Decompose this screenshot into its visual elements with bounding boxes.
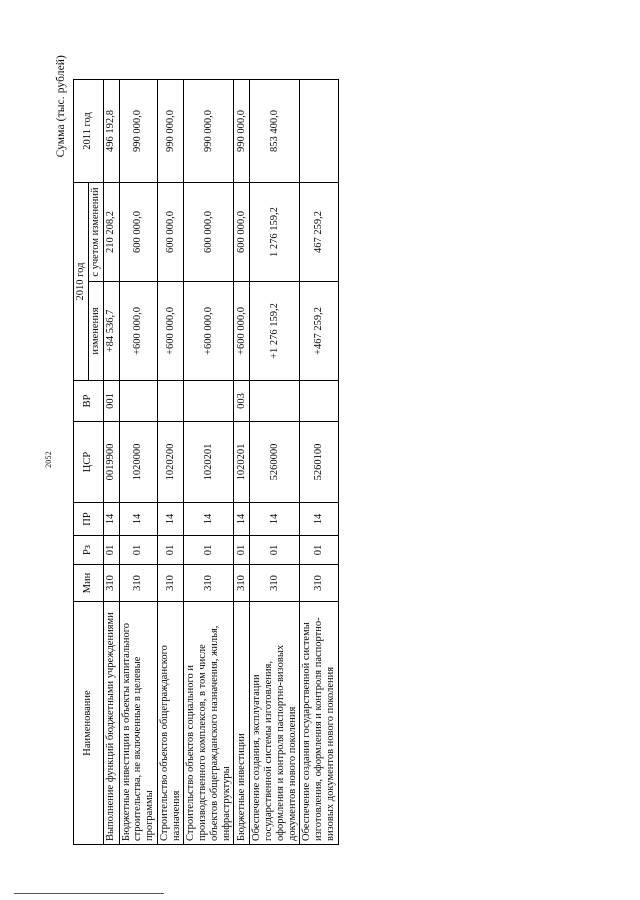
table-head	[74, 80, 104, 845]
cell-min: 310	[250, 565, 300, 602]
cell-rz: 01	[119, 536, 157, 565]
cell-rz: 01	[103, 536, 119, 565]
table-row	[103, 80, 119, 845]
cell-pr: 14	[184, 503, 234, 536]
table-row	[234, 80, 250, 845]
cell-min: 310	[234, 565, 250, 602]
col-header-year-2011: 2011 год	[74, 80, 104, 183]
table-row	[184, 80, 234, 845]
cell-year-2011: 990 000,0	[184, 80, 234, 183]
table-row	[157, 80, 184, 845]
cell-changes: +84 536,7	[103, 282, 119, 381]
header-row-top	[74, 80, 89, 845]
cell-pr: 14	[119, 503, 157, 536]
cell-vr	[119, 381, 157, 422]
cell-rz: 01	[157, 536, 184, 565]
cell-name: Обеспечение создания, эксплуатации государственной системы изготовления, оформления и контроля паспортно-визовых документов нового поколения	[250, 602, 300, 845]
footer-rule	[14, 893, 164, 894]
cell-changes: +600 000,0	[234, 282, 250, 381]
cell-year-2011: 496 192,8	[103, 80, 119, 183]
cell-name: Выполнение функций бюджетными учреждениями	[103, 602, 119, 845]
cell-pr: 14	[103, 503, 119, 536]
col-header-min: Мин	[74, 565, 104, 602]
cell-vr	[300, 381, 338, 422]
cell-csr: 1020201	[184, 422, 234, 503]
table-row	[250, 80, 300, 845]
col-header-pr: ПР	[74, 503, 104, 536]
cell-with-changes: 1 276 159,2	[250, 183, 300, 282]
table-body	[103, 80, 338, 845]
cell-csr: 5260100	[300, 422, 338, 503]
cell-year-2011: 990 000,0	[157, 80, 184, 183]
col-header-csr: ЦСР	[74, 422, 104, 503]
cell-min: 310	[119, 565, 157, 602]
cell-name: Бюджетные инвестиции в объекты капитального строительства, не включенные в целевые программы	[119, 602, 157, 845]
cell-changes: +600 000,0	[184, 282, 234, 381]
col-header-name: Наименование	[74, 602, 104, 845]
col-header-rz: Рз	[74, 536, 104, 565]
cell-with-changes: 600 000,0	[119, 183, 157, 282]
table-row	[300, 80, 338, 845]
cell-vr: 003	[234, 381, 250, 422]
cell-vr	[250, 381, 300, 422]
cell-with-changes: 600 000,0	[157, 183, 184, 282]
cell-csr: 0019900	[103, 422, 119, 503]
col-header-year-2010: 2010 год	[74, 183, 89, 381]
cell-pr: 14	[234, 503, 250, 536]
cell-year-2011: 990 000,0	[234, 80, 250, 183]
cell-min: 310	[157, 565, 184, 602]
cell-vr	[157, 381, 184, 422]
cell-name: Строительство объектов общегражданского назначения	[157, 602, 184, 845]
cell-pr: 14	[300, 503, 338, 536]
cell-with-changes: 600 000,0	[234, 183, 250, 282]
cell-year-2011: 853 400,0	[250, 80, 300, 183]
cell-min: 310	[300, 565, 338, 602]
cell-rz: 01	[234, 536, 250, 565]
cell-rz: 01	[184, 536, 234, 565]
cell-pr: 14	[157, 503, 184, 536]
rotated-page-content	[55, 55, 585, 845]
budget-table	[73, 79, 339, 845]
cell-with-changes: 600 000,0	[184, 183, 234, 282]
col-header-vr: ВР	[74, 381, 104, 422]
cell-vr: 001	[103, 381, 119, 422]
cell-with-changes: 467 259,2	[300, 183, 338, 282]
table-row	[119, 80, 157, 845]
cell-year-2011	[300, 80, 338, 183]
cell-year-2011: 990 000,0	[119, 80, 157, 183]
cell-rz: 01	[300, 536, 338, 565]
cell-csr: 1020201	[234, 422, 250, 503]
cell-changes: +600 000,0	[119, 282, 157, 381]
col-header-changes: изменения	[88, 282, 103, 381]
sum-caption: Сумма (тыс. рублей)	[55, 55, 67, 158]
cell-name: Обеспечение создания государственной системы изготовления, оформления и контроля паспортно-визовых документов нового поколения	[300, 602, 338, 845]
cell-changes: +1 276 159,2	[250, 282, 300, 381]
cell-name: Бюджетные инвестиции	[234, 602, 250, 845]
cell-csr: 1020000	[119, 422, 157, 503]
cell-vr	[184, 381, 234, 422]
cell-min: 310	[184, 565, 234, 602]
table-sheet	[55, 55, 585, 845]
page-number: 2052	[43, 451, 53, 468]
cell-changes: +600 000,0	[157, 282, 184, 381]
col-header-with-changes: с учетом изменений	[88, 183, 103, 282]
cell-rz: 01	[250, 536, 300, 565]
cell-csr: 1020200	[157, 422, 184, 503]
cell-csr: 5260000	[250, 422, 300, 503]
cell-name: Строительство объектов социального и производственного комплексов, в том числе объектов общегражданского назначения, жилья, инфраструктуры	[184, 602, 234, 845]
cell-min: 310	[103, 565, 119, 602]
cell-with-changes: 210 208,2	[103, 183, 119, 282]
cell-changes: +467 259,2	[300, 282, 338, 381]
cell-pr: 14	[250, 503, 300, 536]
